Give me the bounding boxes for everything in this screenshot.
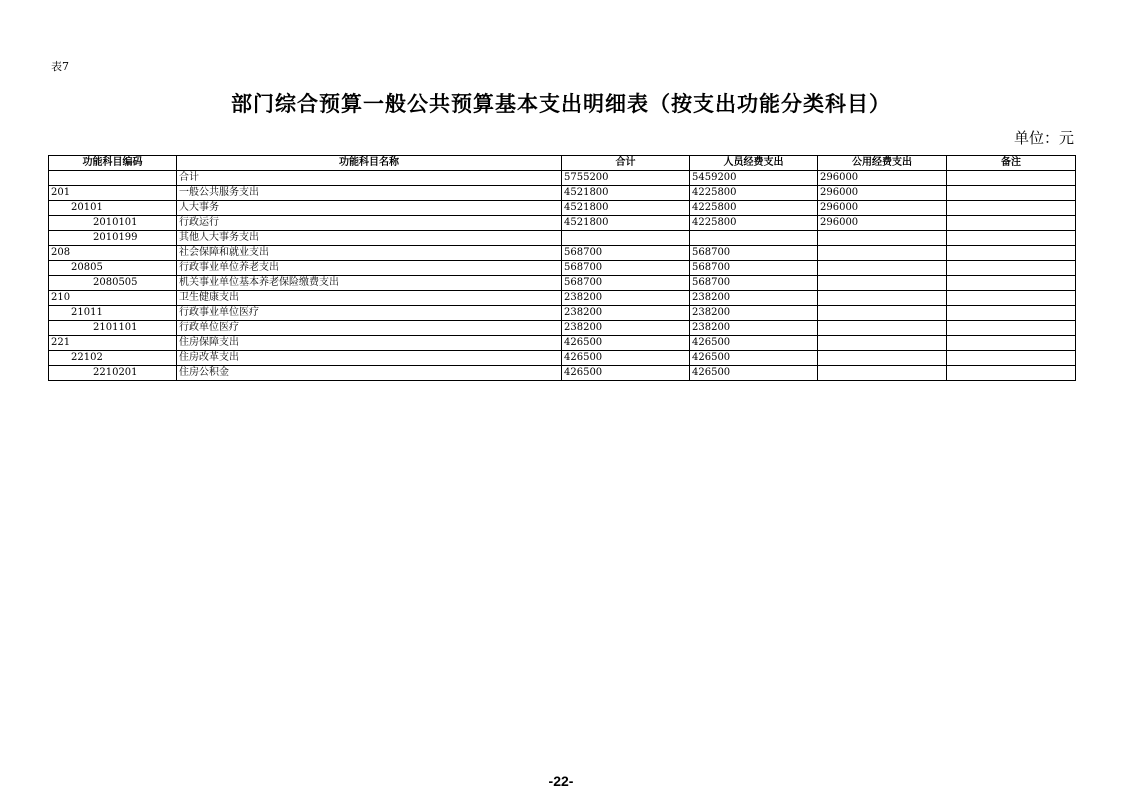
header-note: 备注 — [947, 156, 1076, 171]
personnel-cell: 426500 — [690, 366, 818, 381]
code-cell: 208 — [49, 246, 177, 261]
personnel-cell: 4225800 — [690, 186, 818, 201]
header-total: 合计 — [562, 156, 690, 171]
public-cell: 296000 — [818, 171, 947, 186]
table-row — [49, 216, 1076, 231]
header-personnel: 人员经费支出 — [690, 156, 818, 171]
public-cell: 296000 — [818, 201, 947, 216]
name-cell: 机关事业单位基本养老保险缴费支出 — [177, 276, 562, 291]
page-number: -22- — [548, 773, 574, 789]
code-cell: 2010101 — [49, 216, 177, 231]
public-cell — [818, 366, 947, 381]
personnel-cell: 568700 — [690, 246, 818, 261]
name-cell: 行政单位医疗 — [177, 321, 562, 336]
table-row — [49, 291, 1076, 306]
total-cell: 426500 — [562, 336, 690, 351]
note-cell — [947, 321, 1076, 336]
table-row — [49, 321, 1076, 336]
note-cell — [947, 246, 1076, 261]
table-row — [49, 171, 1076, 186]
page-title: 部门综合预算一般公共预算基本支出明细表（按支出功能分类科目） — [231, 92, 891, 116]
header-code: 功能科目编码 — [49, 156, 177, 171]
total-cell: 4521800 — [562, 201, 690, 216]
public-cell — [818, 261, 947, 276]
code-cell: 221 — [49, 336, 177, 351]
budget-table — [48, 155, 1076, 381]
personnel-cell — [690, 231, 818, 246]
personnel-cell: 568700 — [690, 261, 818, 276]
total-cell: 238200 — [562, 291, 690, 306]
total-cell: 568700 — [562, 246, 690, 261]
note-cell — [947, 306, 1076, 321]
total-cell — [562, 231, 690, 246]
public-cell — [818, 336, 947, 351]
note-cell — [947, 351, 1076, 366]
personnel-cell: 5459200 — [690, 171, 818, 186]
note-cell — [947, 276, 1076, 291]
total-cell: 426500 — [562, 366, 690, 381]
code-cell: 20101 — [49, 201, 177, 216]
name-cell: 行政事业单位养老支出 — [177, 261, 562, 276]
table-row — [49, 231, 1076, 246]
total-cell: 568700 — [562, 261, 690, 276]
public-cell — [818, 306, 947, 321]
note-cell — [947, 366, 1076, 381]
name-cell: 其他人大事务支出 — [177, 231, 562, 246]
total-cell: 5755200 — [562, 171, 690, 186]
table-row — [49, 186, 1076, 201]
code-cell: 210 — [49, 291, 177, 306]
personnel-cell: 238200 — [690, 321, 818, 336]
table-row — [49, 261, 1076, 276]
name-cell: 一般公共服务支出 — [177, 186, 562, 201]
name-cell: 住房保障支出 — [177, 336, 562, 351]
name-cell: 合计 — [177, 171, 562, 186]
name-cell: 行政事业单位医疗 — [177, 306, 562, 321]
total-cell: 426500 — [562, 351, 690, 366]
note-cell — [947, 261, 1076, 276]
personnel-cell: 568700 — [690, 276, 818, 291]
public-cell — [818, 351, 947, 366]
name-cell: 住房公积金 — [177, 366, 562, 381]
public-cell — [818, 321, 947, 336]
name-cell: 行政运行 — [177, 216, 562, 231]
note-cell — [947, 201, 1076, 216]
note-cell — [947, 186, 1076, 201]
code-cell: 22102 — [49, 351, 177, 366]
personnel-cell: 4225800 — [690, 216, 818, 231]
code-cell: 2101101 — [49, 321, 177, 336]
unit-label: 单位：元 — [1013, 129, 1074, 147]
code-cell: 201 — [49, 186, 177, 201]
total-cell: 238200 — [562, 321, 690, 336]
personnel-cell: 426500 — [690, 351, 818, 366]
note-cell — [947, 231, 1076, 246]
header-name: 功能科目名称 — [177, 156, 562, 171]
note-cell — [947, 216, 1076, 231]
code-cell: 20805 — [49, 261, 177, 276]
personnel-cell: 238200 — [690, 291, 818, 306]
code-cell — [49, 171, 177, 186]
name-cell: 社会保障和就业支出 — [177, 246, 562, 261]
public-cell — [818, 276, 947, 291]
table-header-row — [49, 156, 1076, 171]
personnel-cell: 238200 — [690, 306, 818, 321]
note-cell — [947, 336, 1076, 351]
personnel-cell: 4225800 — [690, 201, 818, 216]
table-row — [49, 306, 1076, 321]
note-cell — [947, 171, 1076, 186]
note-cell — [947, 291, 1076, 306]
table-row — [49, 366, 1076, 381]
header-public: 公用经费支出 — [818, 156, 947, 171]
table-body — [49, 171, 1076, 381]
total-cell: 238200 — [562, 306, 690, 321]
table-row — [49, 246, 1076, 261]
name-cell: 人大事务 — [177, 201, 562, 216]
name-cell: 卫生健康支出 — [177, 291, 562, 306]
public-cell — [818, 231, 947, 246]
code-cell: 21011 — [49, 306, 177, 321]
total-cell: 568700 — [562, 276, 690, 291]
public-cell — [818, 291, 947, 306]
public-cell: 296000 — [818, 186, 947, 201]
code-cell: 2080505 — [49, 276, 177, 291]
personnel-cell: 426500 — [690, 336, 818, 351]
code-cell: 2210201 — [49, 366, 177, 381]
table-row — [49, 276, 1076, 291]
table-row — [49, 336, 1076, 351]
total-cell: 4521800 — [562, 186, 690, 201]
table-row — [49, 351, 1076, 366]
code-cell: 2010199 — [49, 231, 177, 246]
total-cell: 4521800 — [562, 216, 690, 231]
name-cell: 住房改革支出 — [177, 351, 562, 366]
public-cell: 296000 — [818, 216, 947, 231]
public-cell — [818, 246, 947, 261]
table-label: 表7 — [51, 60, 69, 73]
table-row — [49, 201, 1076, 216]
